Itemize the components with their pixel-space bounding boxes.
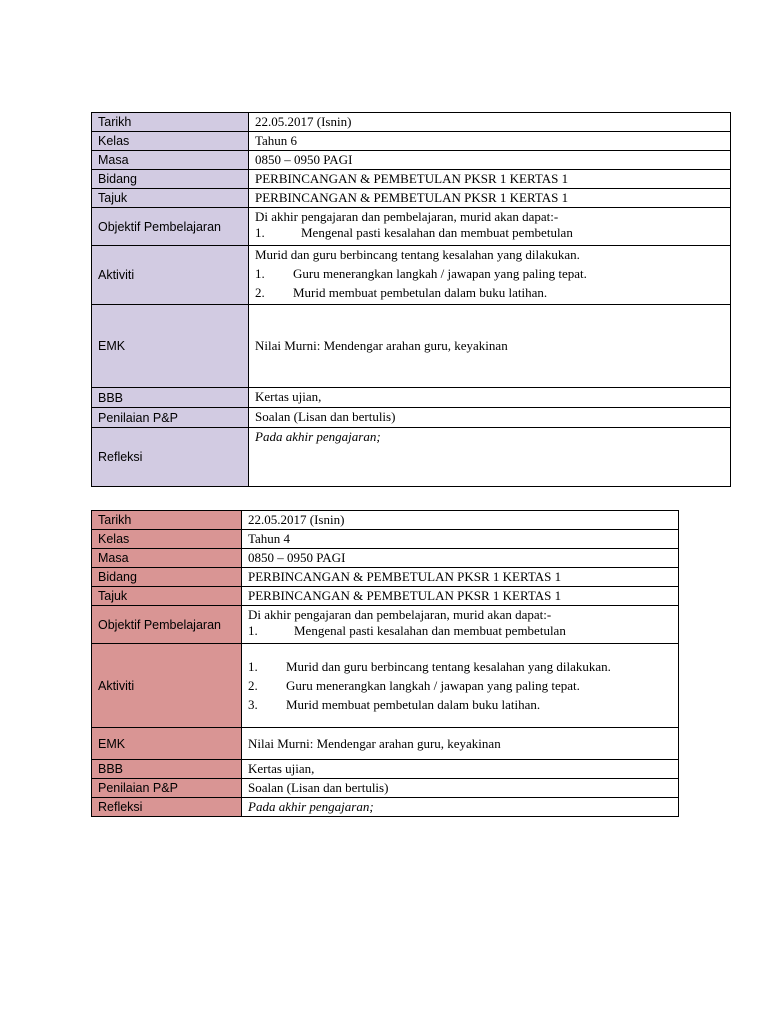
label-tarikh: Tarikh bbox=[92, 113, 249, 132]
value-penilaian: Soalan (Lisan dan bertulis) bbox=[242, 779, 679, 798]
value-masa: 0850 – 0950 PAGI bbox=[242, 549, 679, 568]
row-emk bbox=[92, 728, 679, 760]
label-objektif: Objektif Pembelajaran bbox=[92, 208, 249, 246]
value-penilaian: Soalan (Lisan dan bertulis) bbox=[249, 408, 731, 428]
label-penilaian: Penilaian P&P bbox=[92, 408, 249, 428]
lesson-plan-table-tahun-4 bbox=[91, 510, 679, 817]
objektif-intro: Di akhir pengajaran dan pembelajaran, murid akan dapat:- bbox=[248, 607, 552, 622]
aktiviti-item-number: 3. bbox=[248, 696, 258, 712]
value-emk: Nilai Murni: Mendengar arahan guru, keyakinan bbox=[242, 728, 679, 760]
value-tarikh: 22.05.2017 (Isnin) bbox=[242, 511, 679, 530]
row-aktiviti bbox=[92, 246, 731, 305]
label-kelas: Kelas bbox=[92, 530, 242, 549]
aktiviti-item-text: Guru menerangkan langkah / jawapan yang paling tepat. bbox=[293, 266, 587, 281]
objektif-item-text: Mengenal pasti kesalahan dan membuat pembetulan bbox=[301, 225, 573, 240]
value-bidang: PERBINCANGAN & PEMBETULAN PKSR 1 KERTAS 1 bbox=[242, 568, 679, 587]
objektif-item-text: Mengenal pasti kesalahan dan membuat pembetulan bbox=[294, 623, 566, 638]
row-tajuk bbox=[92, 587, 679, 606]
label-emk: EMK bbox=[92, 728, 242, 760]
aktiviti-item bbox=[248, 659, 672, 675]
label-bbb: BBB bbox=[92, 760, 242, 779]
value-refleksi: Pada akhir pengajaran; bbox=[242, 798, 679, 817]
value-bbb: Kertas ujian, bbox=[249, 388, 731, 408]
row-tarikh bbox=[92, 511, 679, 530]
row-kelas bbox=[92, 132, 731, 151]
row-refleksi bbox=[92, 428, 731, 487]
row-bbb bbox=[92, 760, 679, 779]
objektif-item-number: 1. bbox=[248, 623, 258, 638]
row-kelas bbox=[92, 530, 679, 549]
row-bidang bbox=[92, 170, 731, 189]
row-tajuk bbox=[92, 189, 731, 208]
value-tajuk: PERBINCANGAN & PEMBETULAN PKSR 1 KERTAS 1 bbox=[242, 587, 679, 606]
label-tarikh: Tarikh bbox=[92, 511, 242, 530]
label-refleksi: Refleksi bbox=[92, 798, 242, 817]
label-bidang: Bidang bbox=[92, 170, 249, 189]
value-kelas: Tahun 4 bbox=[242, 530, 679, 549]
value-masa: 0850 – 0950 PAGI bbox=[249, 151, 731, 170]
value-bidang: PERBINCANGAN & PEMBETULAN PKSR 1 KERTAS 1 bbox=[249, 170, 731, 189]
row-refleksi bbox=[92, 798, 679, 817]
label-masa: Masa bbox=[92, 549, 242, 568]
value-objektif bbox=[249, 208, 731, 246]
row-masa bbox=[92, 549, 679, 568]
lesson-plan-table-tahun-6 bbox=[91, 112, 731, 487]
aktiviti-intro: Murid dan guru berbincang tentang kesalahan yang dilakukan. bbox=[255, 247, 580, 262]
value-tajuk: PERBINCANGAN & PEMBETULAN PKSR 1 KERTAS 1 bbox=[249, 189, 731, 208]
objektif-item bbox=[255, 225, 724, 241]
objektif-intro: Di akhir pengajaran dan pembelajaran, murid akan dapat:- bbox=[255, 209, 559, 224]
aktiviti-item-number: 2. bbox=[248, 677, 258, 693]
label-masa: Masa bbox=[92, 151, 249, 170]
aktiviti-item bbox=[255, 285, 724, 301]
aktiviti-item-text: Murid membuat pembetulan dalam buku latihan. bbox=[293, 285, 548, 300]
label-refleksi: Refleksi bbox=[92, 428, 249, 487]
value-kelas: Tahun 6 bbox=[249, 132, 731, 151]
aktiviti-item-text: Guru menerangkan langkah / jawapan yang paling tepat. bbox=[286, 677, 580, 693]
value-tarikh: 22.05.2017 (Isnin) bbox=[249, 113, 731, 132]
value-bbb: Kertas ujian, bbox=[242, 760, 679, 779]
objektif-item-number: 1. bbox=[255, 225, 265, 240]
label-bbb: BBB bbox=[92, 388, 249, 408]
row-aktiviti bbox=[92, 644, 679, 728]
value-aktiviti bbox=[242, 644, 679, 728]
label-emk: EMK bbox=[92, 305, 249, 388]
row-penilaian bbox=[92, 408, 731, 428]
value-emk: Nilai Murni: Mendengar arahan guru, keyakinan bbox=[249, 305, 731, 388]
aktiviti-item bbox=[248, 678, 672, 694]
aktiviti-item-text: Murid dan guru berbincang tentang kesalahan yang dilakukan. bbox=[286, 658, 611, 674]
value-objektif bbox=[242, 606, 679, 644]
row-bidang bbox=[92, 568, 679, 587]
aktiviti-item-text: Murid membuat pembetulan dalam buku latihan. bbox=[286, 696, 541, 712]
value-aktiviti bbox=[249, 246, 731, 305]
label-aktiviti: Aktiviti bbox=[92, 246, 249, 305]
row-objektif bbox=[92, 208, 731, 246]
row-objektif bbox=[92, 606, 679, 644]
aktiviti-item bbox=[248, 697, 672, 713]
row-masa bbox=[92, 151, 731, 170]
row-penilaian bbox=[92, 779, 679, 798]
label-bidang: Bidang bbox=[92, 568, 242, 587]
aktiviti-item-number: 2. bbox=[255, 285, 265, 300]
objektif-item bbox=[248, 623, 672, 639]
row-bbb bbox=[92, 388, 731, 408]
value-refleksi: Pada akhir pengajaran; bbox=[249, 428, 731, 487]
row-emk bbox=[92, 305, 731, 388]
aktiviti-item bbox=[255, 266, 724, 282]
label-tajuk: Tajuk bbox=[92, 189, 249, 208]
row-tarikh bbox=[92, 113, 731, 132]
label-aktiviti: Aktiviti bbox=[92, 644, 242, 728]
label-objektif: Objektif Pembelajaran bbox=[92, 606, 242, 644]
aktiviti-item-number: 1. bbox=[248, 658, 258, 674]
label-kelas: Kelas bbox=[92, 132, 249, 151]
aktiviti-item-number: 1. bbox=[255, 266, 265, 281]
label-penilaian: Penilaian P&P bbox=[92, 779, 242, 798]
label-tajuk: Tajuk bbox=[92, 587, 242, 606]
